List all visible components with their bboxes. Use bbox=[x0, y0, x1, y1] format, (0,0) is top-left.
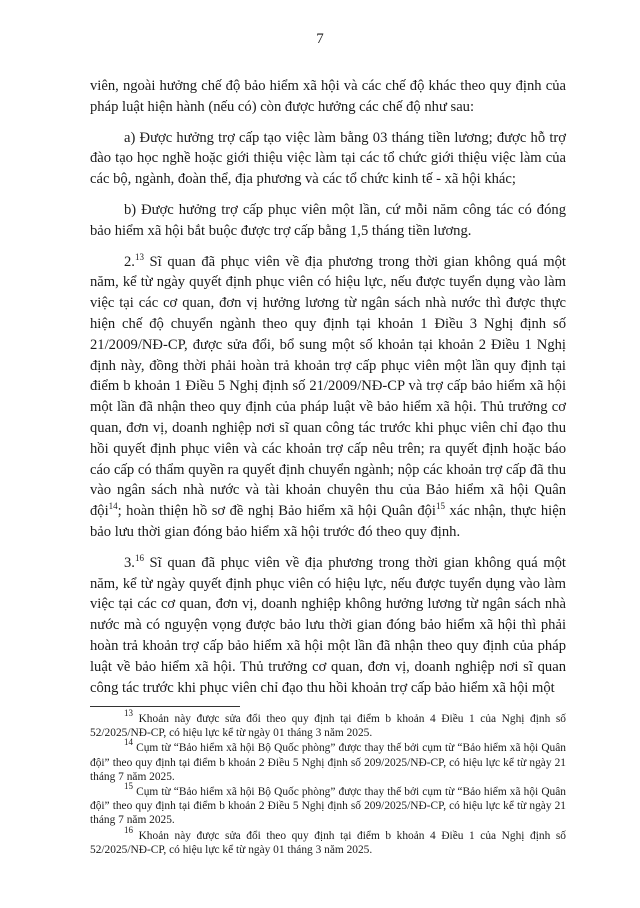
footnote-ref: 15 bbox=[435, 501, 445, 512]
footnote-text: Khoản này được sửa đổi theo quy định tại điểm b khoản 4 Điều 1 của Nghị định số 52/2025/NĐ-CP, có hiệu lực kể từ ngày 01 tháng 3 năm 2025. bbox=[90, 829, 566, 856]
footnote-text: Khoản này được sửa đổi theo quy định tại điểm b khoản 4 Điều 1 của Nghị định số 52/2025/NĐ-CP, có hiệu lực kể từ ngày 01 tháng 3 năm 2025. bbox=[90, 713, 566, 740]
clause-text: ; hoàn thiện hồ sơ đề nghị Bảo hiểm xã hội Quân đội bbox=[117, 503, 436, 520]
paragraph-item-b: b) Được hưởng trợ cấp phục viên một lần, cứ mỗi năm công tác có đóng bảo hiểm xã hội bắt buộc được trợ cấp bằng 1,5 tháng tiền lương. bbox=[90, 201, 566, 239]
footnote bbox=[90, 824, 566, 857]
footnote-ref: 13 bbox=[134, 251, 144, 262]
clause-number: 2. bbox=[124, 253, 135, 270]
footnote-ref: 16 bbox=[134, 552, 144, 563]
footnote-text: Cụm từ “Bảo hiểm xã hội Bộ Quốc phòng” được thay thế bởi cụm từ “Bảo hiểm xã hội Quân đội” theo quy định tại điểm b khoản 2 Điều 5 Nghị định số 209/2025/NĐ-CP, có hiệu lực kể từ ngày 21 tháng 7 năm 2025. bbox=[90, 786, 566, 827]
paragraph-continued: viên, ngoài hưởng chế độ bảo hiểm xã hội và các chế độ khác theo quy định của pháp luật hiện hành (nếu có) còn được hưởng các chế độ như sau: bbox=[90, 78, 566, 115]
footnote bbox=[90, 708, 566, 740]
clause-text: xác nhận, thực hiện bảo lưu thời gian đóng bảo hiểm xã hội trước đó theo quy định. bbox=[90, 503, 566, 540]
footnote-text: Cụm từ “Bảo hiểm xã hội Bộ Quốc phòng” được thay thế bởi cụm từ “Bảo hiểm xã hội Quân đội” theo quy định tại điểm b khoản 2 Điều 5 Nghị định số 209/2025/NĐ-CP, có hiệu lực kể từ ngày 21 tháng 7 năm 2025. bbox=[90, 742, 566, 783]
page-number: 7 bbox=[316, 31, 324, 47]
paragraph-clause-2 bbox=[90, 252, 566, 543]
footnotes bbox=[90, 708, 566, 858]
footnote-number: 14 bbox=[124, 737, 133, 748]
footnote-ref: 14 bbox=[108, 501, 118, 512]
clause-text: Sĩ quan đã phục viên về địa phương trong thời gian không quá một năm, kể từ ngày quyết định phục viên có hiệu lực, nếu được tuyển dụng vào làm việc tại các cơ quan, đơn vị, doanh nghiệp không hưởng lương từ ngân sách nhà nước mà có nguyện vọng được bảo lưu thời gian đóng bảo hiểm xã hội thì phải hoàn trả khoản trợ cấp bảo hiểm xã hội một lần đã nhận theo quy định của pháp luật về bảo hiểm xã hội. Thủ trưởng cơ quan, đơn vị, doanh nghiệp nơi sĩ quan công tác trước khi phục viên chỉ đạo thu hồi khoản trợ cấp bảo hiểm xã hội một bbox=[90, 554, 566, 696]
clause-text: Sĩ quan đã phục viên về địa phương trong thời gian không quá một năm, kể từ ngày quyết định phục viên có hiệu lực, nếu được tuyển dụng vào làm việc tại các cơ quan, đơn vị hưởng lương từ ngân sách nhà nước thì được thực hiện chế độ chuyển ngành theo quy định tại khoản 1 Điều 3 Nghị định số 21/2009/NĐ-CP, được sửa đổi, bổ sung một số khoản tại khoản 2 Điều 1 Nghị định này, đồng thời phải hoàn trả khoản trợ cấp phục viên một lần quy định tại điểm b khoản 1 Điều 5 Nghị định số 21/2009/NĐ-CP và trợ cấp bảo hiểm xã hội một lần đã nhận theo quy định của pháp luật về bảo hiểm xã hội. Thủ trưởng cơ quan, đơn vị, doanh nghiệp nơi sĩ quan công tác trước khi phục viên chỉ đạo thu hồi quyết định phục viên và các khoản trợ cấp nêu trên; ra quyết định hoặc báo cáo cấp có thẩm quyền ra quyết định chuyển ngành; nộp các khoản trợ cấp đã thu vào ngân sách nhà nước và tài khoản chuyên thu của Bảo hiểm xã hội Quân đội bbox=[90, 253, 566, 520]
footnote-number: 15 bbox=[124, 781, 133, 792]
paragraph-item-a: a) Được hưởng trợ cấp tạo việc làm bằng 03 tháng tiền lương; được hỗ trợ đào tạo học nghề hoặc giới thiệu việc làm tại các tổ chức giới thiệu việc làm của các bộ, ngành, đoàn thể, địa phương và các tổ chức kinh tế - xã hội khác; bbox=[90, 129, 566, 188]
footnote bbox=[90, 781, 566, 828]
footnote-number: 13 bbox=[124, 708, 133, 718]
footnote-separator bbox=[90, 706, 240, 707]
clause-number: 3. bbox=[124, 554, 135, 571]
footnote-number: 16 bbox=[124, 824, 133, 835]
footnote bbox=[90, 737, 566, 784]
body-text bbox=[90, 76, 566, 708]
paragraph-clause-3 bbox=[90, 553, 566, 699]
